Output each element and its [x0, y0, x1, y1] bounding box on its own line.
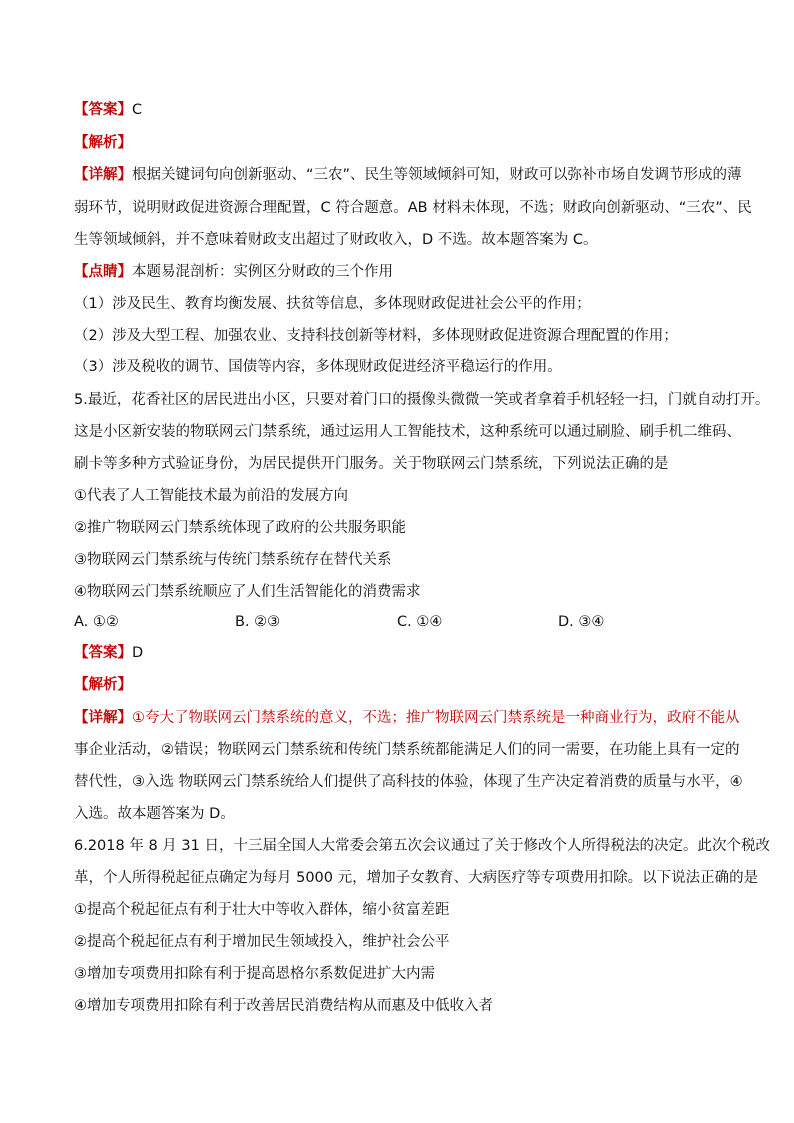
q5-analysis-tag: 【解析】 — [74, 677, 132, 693]
q4-detail-line-1: 【详解】根据关键词句向创新驱动、“三农”、民生等领域倾斜可知，财政可以弥补市场自发调节形成的薄 — [74, 167, 742, 183]
q5-stem-line-3: 刷卡等多种方式验证身份，为居民提供开门服务。关于物联网云门禁系统，下列说法正确的是 — [74, 456, 669, 472]
q5-statement-3: ③物联网云门禁系统与传统门禁系统存在替代关系 — [74, 552, 392, 568]
q4-tip: 【点睛】本题易混剖析：实例区分财政的三个作用 — [74, 264, 393, 280]
q5-detail-line-2: 事企业活动，②错误；物联网云门禁系统和传统门禁系统都能满足人们的同一需要，在功能上具有一定的 — [74, 742, 740, 758]
q5-option-d: D. ③④ — [558, 614, 605, 630]
detail-tag: 【详解】 — [74, 710, 132, 726]
tip-tag: 【点睛】 — [74, 264, 132, 280]
q5-detail-line-1: 【详解】①夸大了物联网云门禁系统的意义，不选；推广物联网云门禁系统是一种商业行为，政府不能从 — [74, 710, 740, 726]
q5-answer — [74, 643, 143, 663]
q4-tip-point-1: （1）涉及民生、教育均衡发展、扶贫等信息，多体现财政促进社会公平的作用； — [74, 296, 591, 312]
q5-statement-4: ④物联网云门禁系统顺应了人们生活智能化的消费需求 — [74, 584, 421, 600]
q6-statement-1: ①提高个税起征点有利于壮大中等收入群体，缩小贫富差距 — [74, 902, 450, 918]
q4-detail-line-3: 生等领域倾斜，并不意味着财政支出超过了财政收入，D 不选。故本题答案为 C。 — [74, 232, 598, 248]
q6-statement-4: ④增加专项费用扣除有利于改善居民消费结构从而惠及中低收入者 — [74, 998, 493, 1014]
q5-option-c: C. ①④ — [397, 614, 443, 630]
q4-tip-point-3: （3）涉及税收的调节、国债等内容，多体现财政促进经济平稳运行的作用。 — [74, 359, 562, 375]
q4-answer — [74, 100, 142, 120]
q5-stem-line-1: 5.最近，花香社区的居民进出小区，只要对着门口的摄像头微微一笑或者拿着手机轻轻一扫，门就自动打开。 — [74, 392, 770, 408]
q6-stem-line-1: 6.2018 年 8 月 31 日，十三届全国人大常委会第五次会议通过了关于修改个人所得税法的决定。此次个税改 — [74, 838, 770, 854]
q6-statement-3: ③增加专项费用扣除有利于提高恩格尔系数促进扩大内需 — [74, 966, 435, 982]
detail-tag: 【详解】 — [74, 167, 132, 183]
q5-detail-line-4: 入选。故本题答案为 D。 — [74, 806, 235, 822]
answer-value: D — [132, 645, 144, 661]
q6-statement-2: ②提高个税起征点有利于增加民生领域投入，维护社会公平 — [74, 934, 450, 950]
q4-tip-point-2: （2）涉及大型工程、加强农业、支持科技创新等材料，多体现财政促进资源合理配置的作用； — [74, 328, 678, 344]
q5-statement-1: ①代表了人工智能技术最为前沿的发展方向 — [74, 488, 348, 504]
answer-value: C — [132, 102, 143, 118]
q6-stem-line-2: 革，个人所得税起征点确定为每月 5000 元，增加子女教育、大病医疗等专项费用扣除。以下说法正确的是 — [74, 870, 759, 886]
q5-option-b: B. ②③ — [235, 614, 281, 630]
answer-tag: 【答案】 — [74, 645, 132, 661]
q5-statement-2: ②推广物联网云门禁系统体现了政府的公共服务职能 — [74, 520, 406, 536]
q4-detail-line-2: 弱环节，说明财政促进资源合理配置，C 符合题意。AB 材料未体现，不选；财政向创新驱动、“三农”、民 — [74, 200, 752, 216]
q4-analysis-tag: 【解析】 — [74, 135, 132, 151]
answer-tag: 【答案】 — [74, 102, 132, 118]
q5-detail-line-3: 替代性，③入选 物联网云门禁系统给人们提供了高科技的体验，体现了生产决定着消费的质量与水平，④ — [74, 774, 743, 790]
q5-option-a: A. ①② — [74, 614, 119, 630]
q5-stem-line-2: 这是小区新安装的物联网云门禁系统，通过运用人工智能技术，这种系统可以通过刷脸、刷手机二维码、 — [74, 424, 741, 440]
